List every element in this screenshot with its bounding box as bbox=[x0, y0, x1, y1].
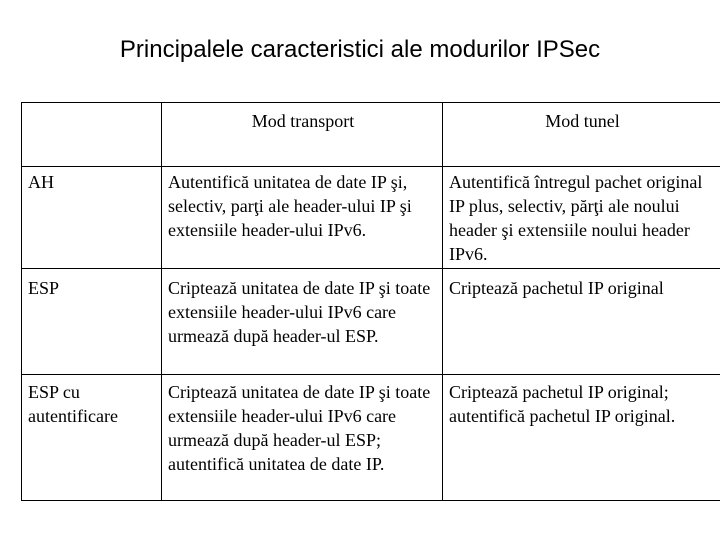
table-row bbox=[22, 375, 720, 501]
row-label-esp-auth: ESP cu autentificare bbox=[22, 375, 162, 501]
cell-esp-auth-tunnel: Criptează pachetul IP original; autentifică pachetul IP original. bbox=[443, 375, 720, 501]
table-row bbox=[22, 167, 720, 269]
cell-esp-transport: Criptează unitatea de date IP şi toate extensiile header-ului IPv6 care urmează după header-ul ESP. bbox=[162, 269, 443, 375]
table-row bbox=[22, 269, 720, 375]
row-label-ah: AH bbox=[22, 167, 162, 269]
table-header-row bbox=[22, 103, 720, 167]
ipsec-modes-table bbox=[21, 102, 720, 501]
cell-ah-transport: Autentifică unitatea de date IP şi, selectiv, parţi ale header-ului IP şi extensiile header-ului IPv6. bbox=[162, 167, 443, 269]
cell-esp-auth-transport: Criptează unitatea de date IP şi toate extensiile header-ului IPv6 care urmează după header-ul ESP; autentifică unitatea de date IP. bbox=[162, 375, 443, 501]
row-label-esp: ESP bbox=[22, 269, 162, 375]
header-tunnel-mode: Mod tunel bbox=[443, 103, 720, 167]
header-empty-cell bbox=[22, 103, 162, 167]
header-transport-mode: Mod transport bbox=[162, 103, 443, 167]
page-title: Principalele caracteristici ale modurilor IPSec bbox=[119, 36, 601, 63]
cell-ah-tunnel: Autentifică întregul pachet original IP plus, selectiv, părţi ale noului header şi extensiile noului header IPv6. bbox=[443, 167, 720, 269]
cell-esp-tunnel: Criptează pachetul IP original bbox=[443, 269, 720, 375]
